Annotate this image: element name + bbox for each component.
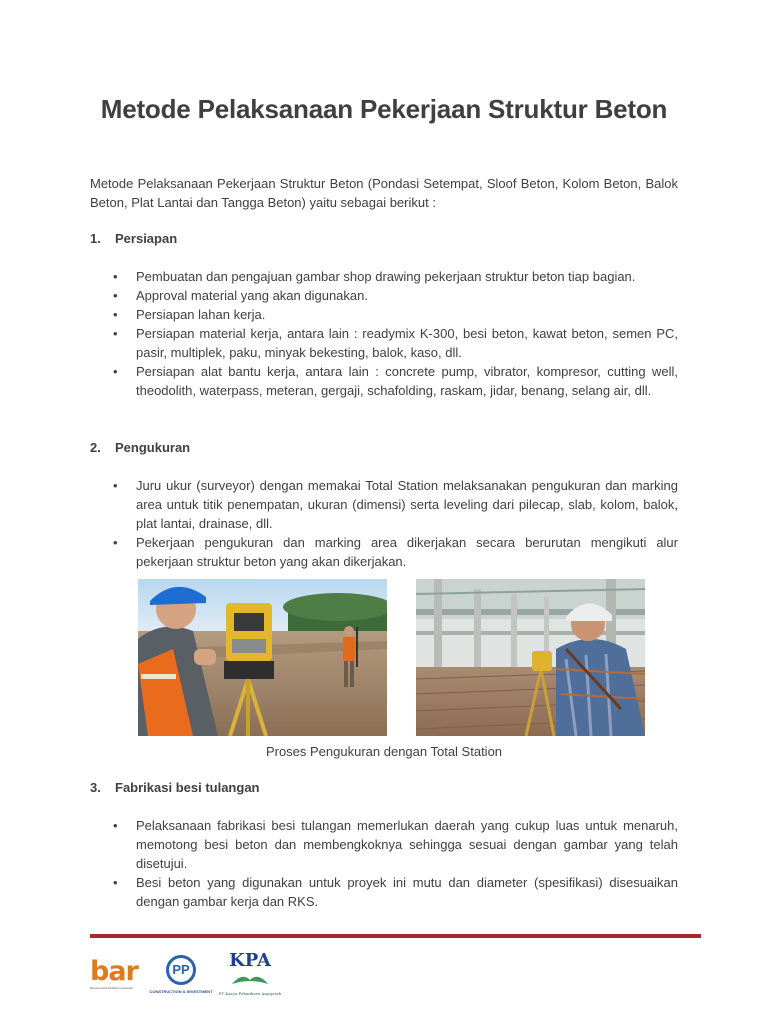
surveyor-building-photo [416,579,645,736]
surveyor-field-illustration [138,579,387,736]
list-item: • Juru ukur (surveyor) dengan memakai Total Station melaksanakan pengukuran dan marking area untuk titik penempatan, ukuran (dimensi) serta leveling dari pilecap, slab, kolom, balok, plat lantai, drainase, dll. [111,476,678,533]
section-title: Pengukuran [115,440,191,455]
list-item: • Pembuatan dan pengajuan gambar shop drawing pekerjaan struktur beton tiap bagian. [111,267,678,286]
list-item-part: , besi beton, kawat beton, semen PC, pasir, multiplek, paku, minyak bekesting, balok, kaso, dll. [136,326,679,360]
bar-logo-text: bar [90,956,138,987]
list-item [111,324,678,362]
pp-logo-circle [166,955,196,985]
bar-logo [90,958,142,998]
section-number: 1. [90,231,101,246]
section-3-heading [90,780,260,795]
list-item-part: Persiapan material kerja, antara lain : readymix K-300 [136,326,455,341]
bar-logo-subtitle: Bonaventura Andalan Indonesia [90,986,133,990]
footer-divider [90,934,701,938]
pp-logo-subtitle: CONSTRUCTION & INVESTMENT [149,989,213,994]
list-item: • Persiapan alat bantu kerja, antara lain : concrete pump, vibrator, kompresor, cutting well, theodolith, waterpass, meteran, gergaji, schafolding, raskam, jidar, benang, selang air, dll. [111,362,678,400]
list-item: • Pekerjaan pengukuran dan marking area dikerjakan secara berurutan mengikuti alur pekerjaan struktur beton yang akan dikerjakan. [111,533,678,571]
section-number: 2. [90,440,101,455]
section-title: Fabrikasi besi tulangan [115,780,260,795]
section-3-list [111,816,678,911]
photo-caption: Proses Pengukuran dengan Total Station [265,744,503,759]
surveyor-field-photo [138,579,387,736]
list-item: • Persiapan lahan kerja. [111,305,678,324]
pp-logo-text: PP [172,962,190,977]
kpa-logo-text: KPA [229,950,271,971]
kpa-logo-subtitle: PT Karya Pekanbaru Anugerah [218,991,282,996]
section-2-list [111,476,678,571]
document-title: Metode Pelaksanaan Pekerjaan Struktur Beton [100,94,668,124]
list-item: • Pelaksanaan fabrikasi besi tulangan memerlukan daerah yang cukup luas untuk menaruh, memotong besi beton dan membengkoknya sehingga sesuai dengan gambar yang telah disetujui. [111,816,678,873]
intro-paragraph: Metode Pelaksanaan Pekerjaan Struktur Beton (Pondasi Setempat, Sloof Beton, Kolom Beton, Balok Beton, Plat Lantai dan Tangga Beton) yaitu sebagai berikut : [90,176,678,210]
section-title: Persiapan [115,231,178,246]
list-item: • Approval material yang akan digunakan. [111,286,678,305]
section-number: 3. [90,780,101,795]
pp-logo [148,955,214,999]
section-1-heading [90,231,177,246]
kpa-logo [217,950,283,1000]
leaf-icon [230,972,270,986]
list-item: • Besi beton yang digunakan untuk proyek ini mutu dan diameter (spesifikasi) disesuaikan dengan gambar kerja dan RKS. [111,873,678,911]
surveyor-building-illustration [416,579,645,736]
section-1-list [111,267,678,400]
section-2-heading [90,440,190,455]
